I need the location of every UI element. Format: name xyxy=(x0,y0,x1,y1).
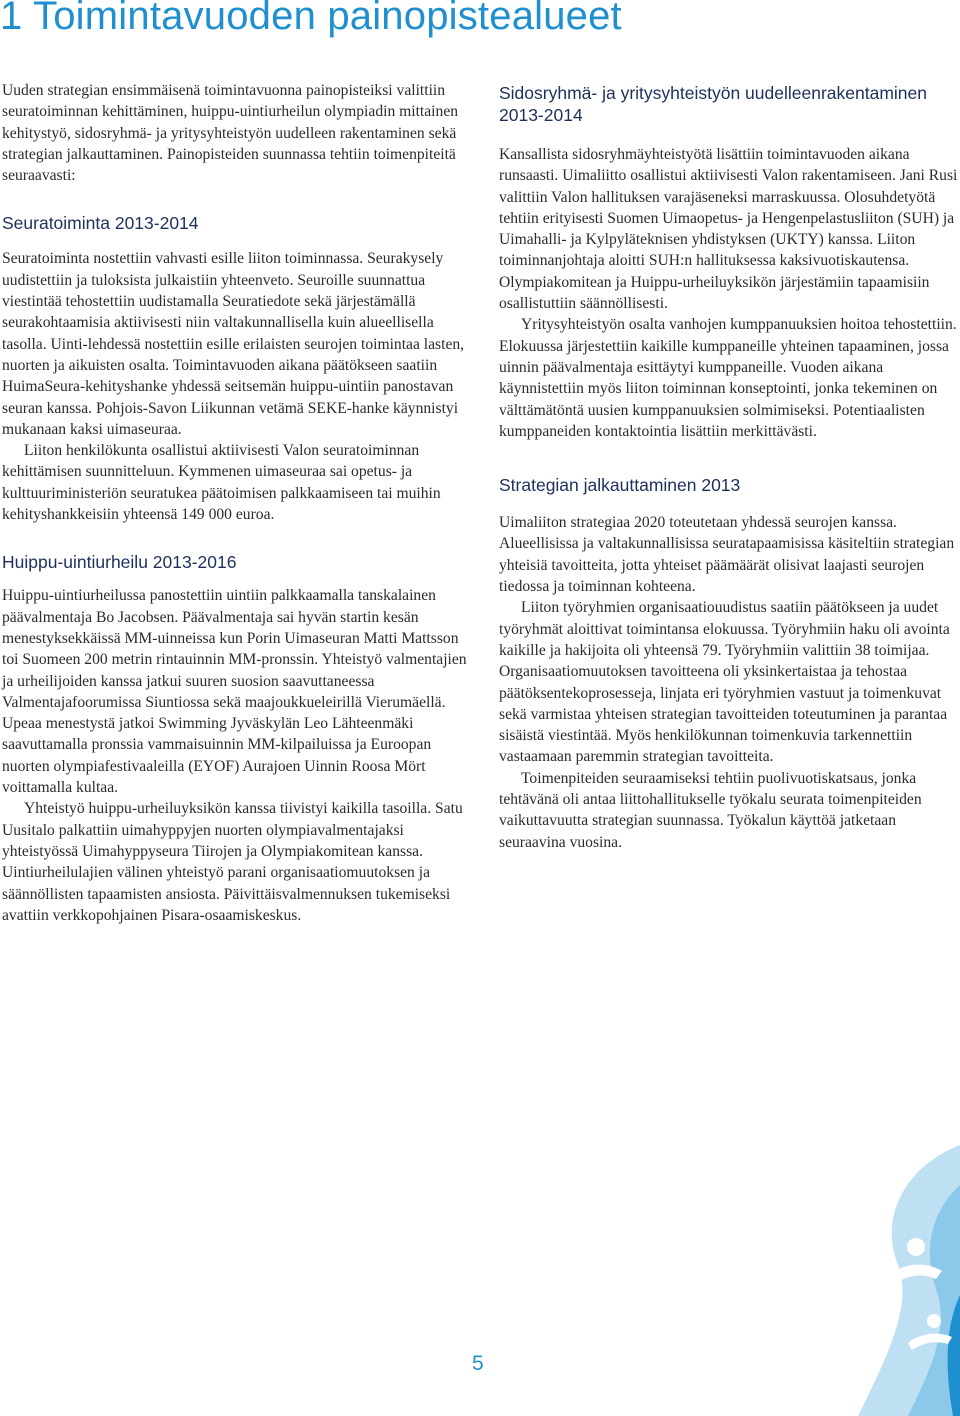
right-column xyxy=(499,82,959,853)
strategia-paragraph-1: Uimaliiton strategiaa 2020 toteutetaan yhdessä seurojen kanssa. Alueellisissa ja valtakunnallisissa seuratapaamisissa käsiteltiin strategian yhteisiä tavoitteita, jotta yhteiset päämäärät olisivat laajasti seurojen tiedossa ja toiminnan kohteena. xyxy=(499,514,955,596)
section-heading-sidosryhma: Sidosryhmä- ja yritysyhteistyön uudelleenrakentaminen 2013-2014 xyxy=(499,83,927,125)
intro-paragraph: Uuden strategian ensimmäisenä toimintavuonna painopisteiksi valittiin seuratoiminnan kehittäminen, huippu-uintiurheilun olympiadin mittainen kehitystyö, sidosryhmä- ja yritysyhteistyön uudelleen rakentaminen sekä strategian jalkauttaminen. Painopisteiden suunnassa tehtiin toimenpiteitä seuraavasti: xyxy=(2,82,459,185)
huippu-paragraph-2: Yhteistyö huippu-urheiluyksikön kanssa tiivistyi kaikilla tasoilla. Satu Uusitalo palkattiin uimahyppyjen nuorten olympiavalmentajaksi yhteistyössä Uimahyppyseura Tiirojen ja Olympiakomitean kanssa. Uintiurheilulajien välinen yhteistyö parani organisaatiomuutoksen ja säännöllisten tapaamisten ansiosta. Päivittäisvalmennuksen tukemiseksi avattiin verkkopohjainen Pisara-osaamiskeskus. xyxy=(2,800,463,924)
huippu-paragraph-1: Huippu-uintiurheilussa panostettiin uintiin palkkaamalla tanskalainen päävalmentaja Bo Jacobsen. Päävalmentaja sai hyvän startin kesän menestyksekkäissä MM-uinneissa kun Porin Uimaseuran Matti Mattsson toi Suomeen 200 metrin rintauinnin MM-pronssin. Yhteistyö valmentajien ja urheilijoiden kanssa jatkui suuren suosion saavuttaneessa Valmentajafoorumissa Siuntiossa sekä maajoukkueleirillä Vierumäellä. Upeaa menestystä jatkoi Swimming Jyväskylän Leo Lähteenmäki saavuttamalla pronssia vammaisuinnin MM-kilpailuissa ja Euroopan nuorten olympiafestivaaleilla (EYOF) Aurajoen Uinnin Roosa Mört voittamalla kultaa. xyxy=(2,587,467,797)
section-heading-huippu-uintiurheilu: Huippu-uintiurheilu 2013-2016 xyxy=(2,552,237,573)
page-number: 5 xyxy=(472,1352,484,1375)
logo-diver-head-icon xyxy=(927,1314,941,1328)
left-column xyxy=(2,80,472,926)
seuratoiminta-paragraph-2: Liiton henkilökunta osallistui aktiivisesti Valon seuratoiminnan kehittämisen suunnitteluun. Kymmenen uimaseuraa sai opetus- ja kulttuuriministeriön seuratukea päätoimisen palkkaamiseen tai muihin kehityshankkeisiin yhteensä 149 000 euroa. xyxy=(2,442,441,524)
strategia-paragraph-2: Liiton työryhmien organisaatiouudistus saatiin päätökseen ja uudet työryhmät aloittivat toimintansa elokuussa. Työryhmiin haku oli avointa kaikille ja hakijoita oli yhteensä 79. Työryhmiin valittiin 38 toimijaa. Organisaatiomuutoksen tavoitteena oli yksinkertaistaa ja tehostaa päätöksentekoprosesseja, linjata eri työryhmien vastuut ja toimenkuvat sekä varmistaa yhteisen strategian tavoitteiden toteutuminen ja parantaa sisäistä viestintää. Myös henkilökunnan toimenkuvia tarkennettiin vastaamaan paremmin strategian tavoitteita. xyxy=(499,599,950,766)
page-title: 1 Toimintavuoden painopistealueet xyxy=(0,0,622,38)
logo-swimmer-head-icon xyxy=(907,1238,925,1256)
section-heading-seuratoiminta: Seuratoiminta 2013-2014 xyxy=(2,213,199,234)
sidosryhma-paragraph-2: Yritysyhteistyön osalta vanhojen kumppanuuksien hoitoa tehostettiin. Elokuussa järjestettiin kaikille kumppaneille yhteinen tapaaminen, jossa uinnin päävalmentaja esittäytyi kumppaneille. Vuoden aikana käynnistettiin myös liiton toiminnan konseptointi, jonka tekeminen on välttämätöntä uusien kumppanuuksien solmimiseksi. Potentiaalisten kumppaneiden kontaktointia lisättiin merkittävästi. xyxy=(499,316,957,440)
seuratoiminta-paragraph-1: Seuratoiminta nostettiin vahvasti esille liiton toiminnassa. Seurakysely uudistettiin ja tuloksista julkaistiin yhteenveto. Seuroille suunnattua viestintää tehostettiin uudistamalla Seuratiedote sekä järjestämällä seurakohtaamisia aktiivisesti niin valtakunnallisella kuin alueellisella tasolla. Uinti-lehdessä nostettiin esille erilaisten seurojen toimintaa lasten, nuorten ja aikuisten osalta. Toimintavuoden aikana päätökseen saatiin HuimaSeura-kehityshanke yhdessä seitsemän huippu-uintiin panostavan seuran kanssa. Pohjois-Savon Liikunnan vetämä SEKE-hanke käynnistyi mukanaan kaksi uimaseuraa. xyxy=(2,250,465,438)
sidosryhma-paragraph-1: Kansallista sidosryhmäyhteistyötä lisättiin toimintavuoden aikana runsaasti. Uimaliitto osallistui aktiivisesti Valon rakentamiseen. Jani Rusi valittiin Valon hallituksen varajäseneksi marraskuussa. Olosuhdetyötä tehtiin erityisesti Suomen Uimaopetus- ja Hengenpelastusliiton (SUH) ja Uimahalli- ja Kylpyläteknisen yhdistyksen (UKTY) kanssa. Liiton toiminnanjohtaja aloitti SUH:n hallituksessa kaksivuotiskautensa. Olympiakomitean ja Huippu-urheiluyksikön järjestämiin tapaamisiin osallistuttiin säännöllisesti. xyxy=(499,146,958,313)
strategia-paragraph-3: Toimenpiteiden seuraamiseksi tehtiin puolivuotiskatsaus, jonka tehtävänä oli antaa liittohallitukselle työkalu seurata toimenpiteiden vaikuttavuutta strategian suunnassa. Työkalun käyttöä jatketaan seuraavina vuosina. xyxy=(499,769,922,851)
swimmer-logo-graphic xyxy=(838,1145,960,1416)
section-heading-strategia: Strategian jalkauttaminen 2013 xyxy=(499,475,741,496)
